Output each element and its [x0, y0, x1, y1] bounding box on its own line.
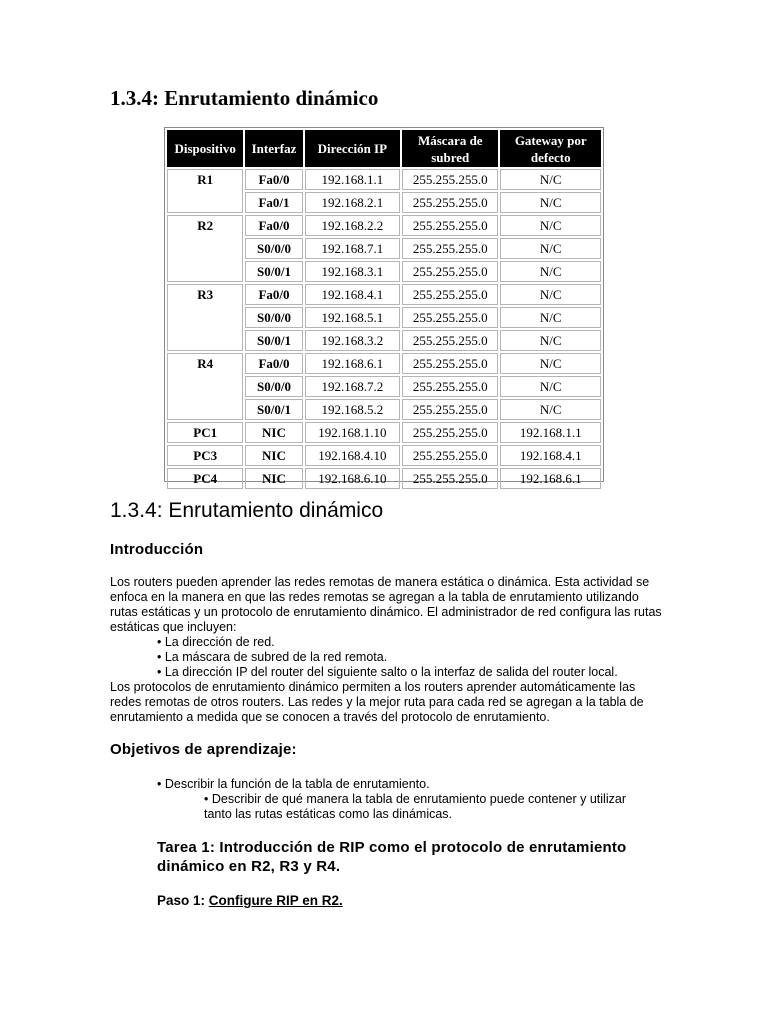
- cell-ip-address: 192.168.1.10: [305, 422, 400, 443]
- table-row: [167, 284, 601, 305]
- cell-interface: S0/0/1: [245, 399, 302, 420]
- cell-subnet-mask: 255.255.255.0: [402, 215, 498, 236]
- cell-interface: Fa0/0: [245, 215, 302, 236]
- table-row: [167, 422, 601, 443]
- cell-interface: S0/0/1: [245, 261, 302, 282]
- cell-interface: Fa0/0: [245, 169, 302, 190]
- cell-ip-address: 192.168.1.1: [305, 169, 400, 190]
- cell-subnet-mask: 255.255.255.0: [402, 468, 498, 489]
- cell-subnet-mask: 255.255.255.0: [402, 192, 498, 213]
- cell-ip-address: 192.168.2.1: [305, 192, 400, 213]
- cell-default-gateway: N/C: [500, 353, 601, 374]
- cell-device: R3: [167, 284, 243, 351]
- cell-default-gateway: N/C: [500, 376, 601, 397]
- cell-ip-address: 192.168.5.2: [305, 399, 400, 420]
- addressing-table-grid: [165, 128, 603, 491]
- cell-default-gateway: 192.168.4.1: [500, 445, 601, 466]
- cell-ip-address: 192.168.6.10: [305, 468, 400, 489]
- cell-interface: S0/0/0: [245, 307, 302, 328]
- cell-default-gateway: N/C: [500, 399, 601, 420]
- cell-subnet-mask: 255.255.255.0: [402, 445, 498, 466]
- cell-ip-address: 192.168.3.2: [305, 330, 400, 351]
- table-row: [167, 353, 601, 374]
- cell-subnet-mask: 255.255.255.0: [402, 307, 498, 328]
- cell-ip-address: 192.168.4.1: [305, 284, 400, 305]
- table-header-row: [167, 130, 601, 167]
- intro-bullet: • La dirección IP del router del siguiente salto o la interfaz de salida del router local.: [157, 665, 618, 679]
- cell-default-gateway: N/C: [500, 169, 601, 190]
- cell-subnet-mask: 255.255.255.0: [402, 376, 498, 397]
- cell-ip-address: 192.168.2.2: [305, 215, 400, 236]
- header-ip-address: Dirección IP: [305, 130, 400, 167]
- cell-subnet-mask: 255.255.255.0: [402, 261, 498, 282]
- objective-subitem: • Describir de qué manera la tabla de enrutamiento puede contener y utilizar tanto las rutas estáticas como las dinámicas.: [204, 792, 626, 821]
- cell-device: PC1: [167, 422, 243, 443]
- configure-rip-link[interactable]: Configure RIP en R2.: [208, 893, 343, 908]
- intro-bullet: • La dirección de red.: [157, 635, 275, 649]
- cell-default-gateway: 192.168.1.1: [500, 422, 601, 443]
- cell-default-gateway: N/C: [500, 192, 601, 213]
- table-row: [167, 215, 601, 236]
- cell-interface: Fa0/0: [245, 353, 302, 374]
- cell-default-gateway: 192.168.6.1: [500, 468, 601, 489]
- cell-default-gateway: N/C: [500, 284, 601, 305]
- cell-ip-address: 192.168.5.1: [305, 307, 400, 328]
- cell-device: R4: [167, 353, 243, 420]
- header-interface: Interfaz: [245, 130, 302, 167]
- step-1: [157, 893, 343, 908]
- cell-interface: NIC: [245, 422, 302, 443]
- task-1-heading: Tarea 1: Introducción de RIP como el protocolo de enrutamiento dinámico en R2, R3 y R4.: [157, 839, 627, 875]
- cell-subnet-mask: 255.255.255.0: [402, 399, 498, 420]
- intro-section: [110, 575, 670, 725]
- header-device: Dispositivo: [167, 130, 243, 167]
- cell-interface: NIC: [245, 445, 302, 466]
- cell-default-gateway: N/C: [500, 330, 601, 351]
- cell-default-gateway: N/C: [500, 261, 601, 282]
- intro-heading: Introducción: [110, 541, 204, 558]
- table-row: [167, 468, 601, 489]
- cell-subnet-mask: 255.255.255.0: [402, 238, 498, 259]
- cell-device: PC4: [167, 468, 243, 489]
- cell-interface: S0/0/1: [245, 330, 302, 351]
- cell-ip-address: 192.168.7.2: [305, 376, 400, 397]
- header-subnet-mask: Máscara de subred: [402, 130, 498, 167]
- header-default-gateway: Gateway por defecto: [500, 130, 601, 167]
- objective-item: • Describir la función de la tabla de enrutamiento.: [157, 777, 430, 791]
- intro-paragraph: Los routers pueden aprender las redes remotas de manera estática o dinámica. Esta actividad se enfoca en la manera en que las redes remotas se agregan a la tabla de enrutamiento utilizando rutas estáticas y un protocolo de enrutamiento dinámico. El administrador de red configura las rutas estáticas que incluyen:: [110, 575, 662, 634]
- table-row: [167, 169, 601, 190]
- objectives-heading: Objetivos de aprendizaje:: [110, 741, 297, 758]
- cell-subnet-mask: 255.255.255.0: [402, 422, 498, 443]
- cell-interface: S0/0/0: [245, 238, 302, 259]
- cell-ip-address: 192.168.4.10: [305, 445, 400, 466]
- cell-ip-address: 192.168.3.1: [305, 261, 400, 282]
- cell-device: PC3: [167, 445, 243, 466]
- cell-default-gateway: N/C: [500, 238, 601, 259]
- addressing-table: [164, 127, 604, 486]
- intro-bullet: • La máscara de subred de la red remota.: [157, 650, 388, 664]
- cell-ip-address: 192.168.6.1: [305, 353, 400, 374]
- cell-interface: S0/0/0: [245, 376, 302, 397]
- cell-device: R2: [167, 215, 243, 282]
- cell-default-gateway: N/C: [500, 307, 601, 328]
- cell-subnet-mask: 255.255.255.0: [402, 169, 498, 190]
- cell-subnet-mask: 255.255.255.0: [402, 330, 498, 351]
- objectives-list: [157, 777, 637, 822]
- cell-interface: Fa0/1: [245, 192, 302, 213]
- cell-interface: NIC: [245, 468, 302, 489]
- page-title: 1.3.4: Enrutamiento dinámico: [110, 499, 384, 522]
- doc-title-serif: 1.3.4: Enrutamiento dinámico: [110, 86, 379, 110]
- table-row: [167, 445, 601, 466]
- cell-subnet-mask: 255.255.255.0: [402, 284, 498, 305]
- cell-interface: Fa0/0: [245, 284, 302, 305]
- step-1-prefix: Paso 1:: [157, 893, 209, 908]
- cell-ip-address: 192.168.7.1: [305, 238, 400, 259]
- intro-paragraph: Los protocolos de enrutamiento dinámico permiten a los routers aprender automáticamente las redes remotas de otros routers. Las redes y la mejor ruta para cada red se agregan a la tabla de enrutamiento a medida que se conocen a través del protocolo de enrutamiento.: [110, 680, 644, 724]
- cell-device: R1: [167, 169, 243, 213]
- cell-default-gateway: N/C: [500, 215, 601, 236]
- cell-subnet-mask: 255.255.255.0: [402, 353, 498, 374]
